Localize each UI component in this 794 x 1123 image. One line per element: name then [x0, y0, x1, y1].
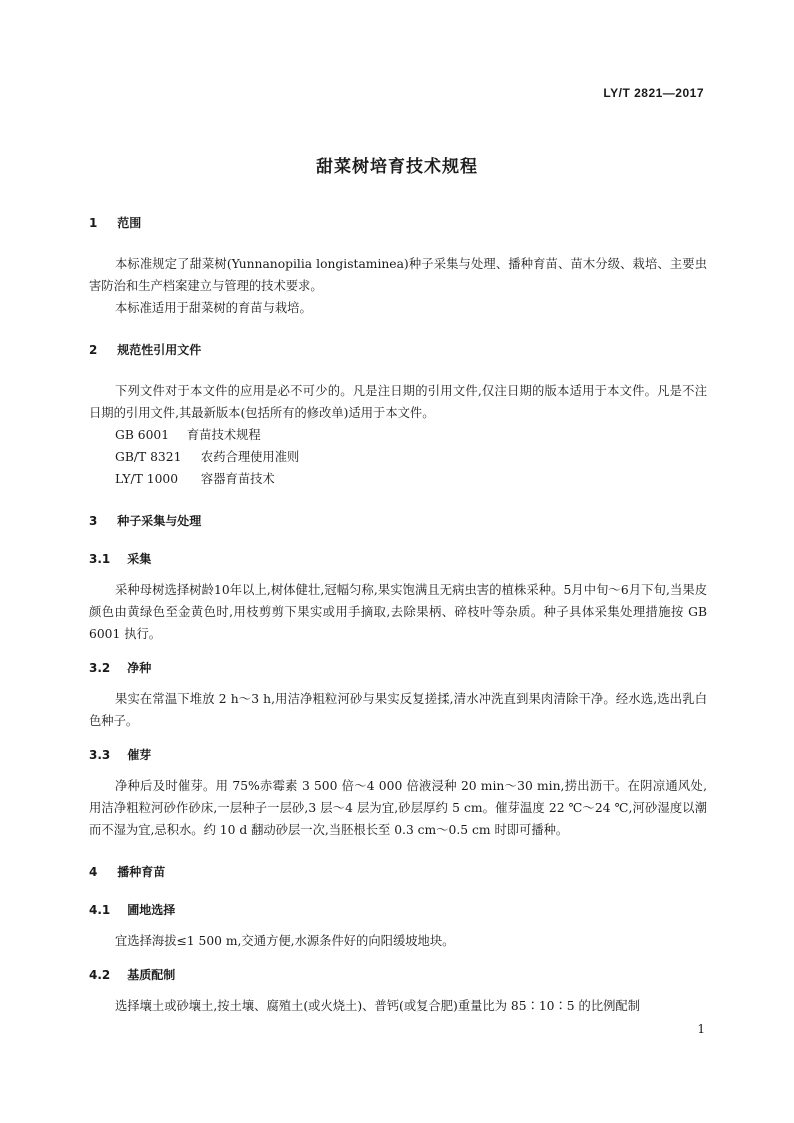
section-title: 净种	[127, 661, 152, 675]
section-title: 种子采集与处理	[117, 514, 202, 528]
section-3-2-heading	[89, 659, 707, 676]
section-4-2-paragraph: 选择壤土或砂壤土,按土壤、腐殖土(或火烧土)、普钙(或复合肥)重量比为 85∶10∶5 的比例配制	[115, 999, 641, 1013]
section-3-3-heading	[89, 746, 707, 763]
section-3-heading	[89, 512, 707, 529]
section-1-paragraph-1: 本标准规定了甜菜树(Yunnanopilia longistaminea)种子采集与处理、播种育苗、苗木分级、栽培、主要虫害防治和生产档案建立与管理的技术要求。	[89, 257, 707, 293]
reference-title: 农药合理使用准则	[200, 450, 300, 464]
reference-title: 育苗技术规程	[186, 428, 261, 442]
section-title: 范围	[117, 216, 142, 230]
section-title: 催芽	[127, 748, 152, 762]
section-2-heading	[89, 341, 707, 358]
reference-item	[115, 468, 707, 490]
section-3-1-paragraph: 采种母树选择树龄10年以上,树体健壮,冠幅匀称,果实饱满且无病虫害的植株采种。5月中旬～6月下旬,当果皮颜色由黄绿色至金黄色时,用枝剪剪下果实或用手摘取,去除果柄、碎枝叶等杂质。种子具体采集处理措施按 GB 6001 执行。	[89, 583, 707, 641]
section-4-heading	[89, 863, 707, 880]
section-number: 2	[89, 343, 98, 357]
section-title: 规范性引用文件	[117, 343, 202, 357]
reference-item	[115, 424, 707, 446]
section-number: 4.1	[89, 903, 111, 917]
section-number: 3	[89, 514, 98, 528]
section-number: 3.2	[89, 661, 111, 675]
reference-code: GB/T 8321	[115, 450, 182, 464]
document-title: 甜菜树培育技术规程	[316, 157, 478, 177]
section-number: 3.3	[89, 748, 111, 762]
section-3-1-heading	[89, 550, 707, 567]
page-number: 1	[697, 1022, 705, 1036]
section-3-3-paragraph: 净种后及时催芽。用 75%赤霉素 3 500 倍～4 000 倍液浸种 20 min～30 min,捞出沥干。在阴凉通风处,用洁净粗粒河砂作砂床,一层种子一层砂,3 层～4 层为宜,砂层厚约 5 cm。催芽温度 22 ℃～24 ℃,河砂湿度以潮而不湿为宜,忌积水。约 10 d 翻动砂层一次,当胚根长至 0.3 cm～0.5 cm 时即可播种。	[89, 779, 707, 837]
reference-code: GB 6001	[115, 428, 170, 442]
section-1-paragraph-2: 本标准适用于甜菜树的育苗与栽培。	[115, 301, 312, 315]
section-3-2-paragraph: 果实在常温下堆放 2 h～3 h,用洁净粗粒河砂与果实反复搓揉,清水冲洗直到果肉清除干净。经水选,选出乳白色种子。	[89, 692, 707, 728]
section-title: 采集	[127, 552, 152, 566]
section-1-heading	[89, 214, 707, 231]
section-4-1-paragraph: 宜选择海拔≤1 500 m,交通方便,水源条件好的向阳缓坡地块。	[115, 934, 455, 948]
section-2-paragraph-1: 下列文件对于本文件的应用是必不可少的。凡是注日期的引用文件,仅注日期的版本适用于本文件。凡是不注日期的引用文件,其最新版本(包括所有的修改单)适用于本文件。	[89, 384, 707, 420]
section-4-1-heading	[89, 901, 707, 918]
section-number: 4	[89, 865, 98, 879]
section-number: 3.1	[89, 552, 111, 566]
section-title: 基质配制	[127, 968, 176, 982]
section-number: 4.2	[89, 968, 111, 982]
section-title: 圃地选择	[127, 903, 176, 917]
reference-item	[115, 446, 707, 468]
reference-title: 容器育苗技术	[200, 472, 275, 486]
standard-code: LY/T 2821—2017	[603, 86, 704, 100]
section-number: 1	[89, 216, 98, 230]
section-4-2-heading	[89, 966, 707, 983]
reference-code: LY/T 1000	[115, 472, 179, 486]
document-body	[89, 214, 707, 1017]
section-title: 播种育苗	[117, 865, 166, 879]
